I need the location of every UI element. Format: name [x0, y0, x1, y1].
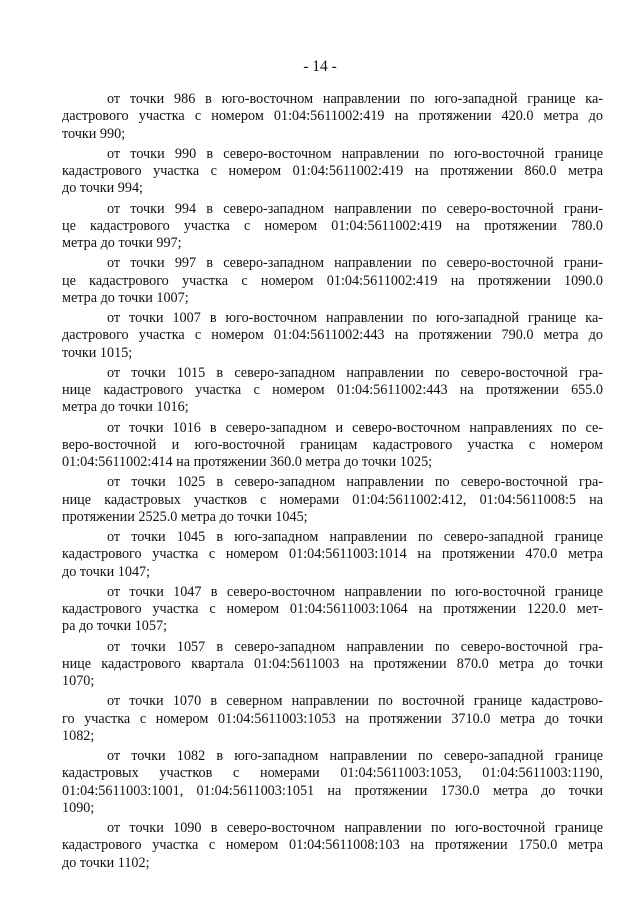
paragraph-line: ра до точки 1057; — [62, 618, 168, 635]
paragraph-line: 1082; — [62, 727, 95, 744]
paragraph-line: веро-восточной и юго-восточной границам кадастрового участка с номером — [62, 436, 603, 453]
boundary-paragraph — [62, 420, 603, 472]
paragraph-line: нице кадастровых участков с номерами 01:04:5611002:412, 01:04:5611008:5 на — [62, 491, 603, 508]
paragraph-line: нице кадастрового квартала 01:04:5611003 на протяжении 870.0 метра до точки — [62, 655, 603, 672]
paragraph-line: 01:04:5611002:414 на протяжении 360.0 метра до точки 1025; — [62, 454, 433, 470]
paragraph-line: дастрового участка с номером 01:04:5611002:443 на протяжении 790.0 метра до — [62, 327, 603, 344]
paragraph-line: от точки 1070 в северном направлении по восточной границе кадастрово- — [107, 693, 603, 710]
paragraph-line: от точки 997 в северо-западном направлении по северо-восточной грани- — [107, 255, 603, 272]
paragraph-line: кадастрового участка с номером 01:04:5611003:1014 на протяжении 470.0 метра — [62, 546, 603, 563]
boundary-paragraph — [62, 693, 603, 745]
paragraph-line: протяжении 2525.0 метра до точки 1045; — [62, 508, 308, 525]
paragraph-line: метра до точки 1007; — [62, 289, 189, 306]
boundary-paragraph — [62, 255, 603, 307]
paragraph-line: це кадастрового участка с номером 01:04:5611002:419 на протяжении 1090.0 — [62, 272, 603, 289]
paragraph-line: це кадастрового участка с номером 01:04:5611002:419 на протяжении 780.0 — [62, 217, 603, 234]
boundary-paragraph — [62, 91, 603, 143]
paragraph-line: от точки 1015 в северо-западном направлении по северо-восточной гра- — [107, 364, 603, 381]
paragraph-line: от точки 1082 в юго-западном направлении по северо-западной границе — [107, 748, 603, 764]
paragraph-line: от точки 1047 в северо-восточном направлении по юго-восточной границе — [107, 583, 603, 600]
boundary-paragraph — [62, 146, 603, 198]
paragraph-line: от точки 994 в северо-западном направлении по северо-восточной грани- — [107, 200, 603, 217]
paragraph-line: от точки 1090 в северо-восточном направлении по юго-восточной границе — [107, 820, 603, 836]
paragraph-line: до точки 1047; — [62, 563, 151, 580]
boundary-paragraph — [62, 365, 603, 417]
paragraph-line: го участка с номером 01:04:5611003:1053 на протяжении 3710.0 метра до точки — [62, 710, 603, 727]
paragraph-line: до точки 994; — [62, 180, 143, 197]
paragraph-line: 1070; — [62, 673, 95, 689]
paragraph-line: метра до точки 997; — [62, 235, 182, 251]
paragraph-line: дастрового участка с номером 01:04:5611002:419 на протяжении 420.0 метра до — [62, 108, 603, 125]
paragraph-line: точки 1015; — [62, 344, 133, 361]
paragraph-line: до точки 1102; — [62, 854, 150, 871]
paragraph-line: нице кадастрового участка с номером 01:04:5611002:443 на протяжении 655.0 — [62, 382, 603, 398]
boundary-paragraph — [62, 584, 603, 636]
boundary-paragraph — [62, 748, 603, 817]
paragraph-line: 01:04:5611003:1001, 01:04:5611003:1051 на протяжении 1730.0 метра до точки — [62, 782, 603, 799]
paragraph-line: метра до точки 1016; — [62, 399, 189, 416]
paragraph-line: от точки 986 в юго-восточном направлении по юго-западной границе ка- — [107, 91, 603, 107]
document-body — [62, 91, 603, 875]
paragraph-line: кадастровых участков с номерами 01:04:5611003:1053, 01:04:5611003:1190, — [62, 765, 603, 782]
paragraph-line: кадастрового участка с номером 01:04:5611003:1064 на протяжении 1220.0 мет- — [62, 601, 603, 617]
paragraph-line: 1090; — [62, 799, 95, 816]
paragraph-line: от точки 1025 в северо-западном направлении по северо-восточной гра- — [107, 474, 603, 491]
boundary-paragraph — [62, 310, 603, 362]
paragraph-line: кадастрового участка с номером 01:04:5611002:419 на протяжении 860.0 метра — [62, 163, 603, 179]
paragraph-line: от точки 1016 в северо-западном и северо-восточном направлениях по се- — [107, 419, 603, 436]
paragraph-line: от точки 990 в северо-восточном направлении по юго-восточной границе — [107, 145, 603, 162]
paragraph-line: от точки 1007 в юго-восточном направлении по юго-западной границе ка- — [107, 310, 603, 326]
paragraph-line: точки 990; — [62, 125, 126, 142]
paragraph-line: от точки 1057 в северо-западном направлении по северо-восточной гра- — [107, 638, 603, 655]
page-number: - 14 - — [303, 58, 337, 75]
boundary-paragraph — [62, 474, 603, 526]
boundary-paragraph — [62, 820, 603, 872]
boundary-paragraph — [62, 639, 603, 691]
paragraph-line: от точки 1045 в юго-западном направлении по северо-западной границе — [107, 529, 603, 545]
boundary-paragraph — [62, 201, 603, 253]
paragraph-line: кадастрового участка с номером 01:04:5611008:103 на протяжении 1750.0 метра — [62, 837, 603, 854]
boundary-paragraph — [62, 529, 603, 581]
